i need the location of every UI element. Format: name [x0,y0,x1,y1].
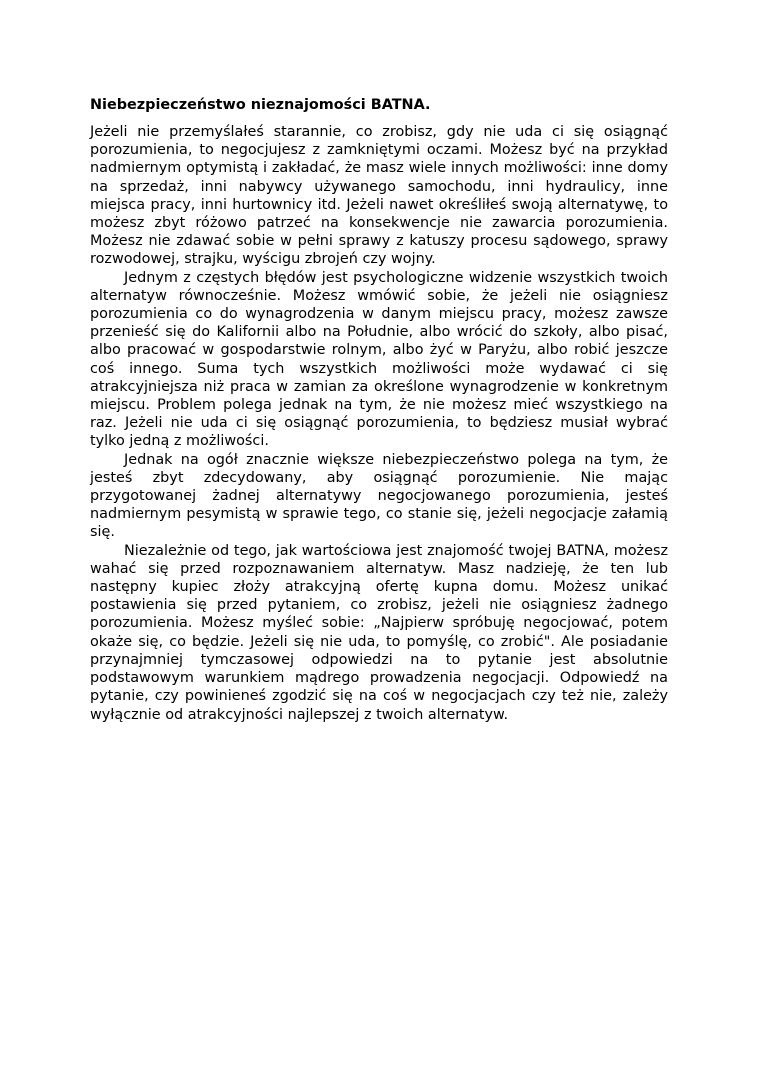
document-title: Niebezpieczeństwo nieznajomości BATNA. [90,97,431,113]
paragraph-1: Jeżeli nie przemyślałeś starannie, co zrobisz, gdy nie uda ci się osiągnąć porozumienia, to negocjujesz z zamkniętymi oczami. Możesz być na przykład nadmiernym optymistą i zakładać, że masz wiele innych możliwości: inne domy na sprzedaż, inni nabywcy używanego samochodu, inni hydraulicy, inne miejsca pracy, inni hurtownicy itd. Jeżeli nawet określiłeś swoją alternatywę, to możesz zbyt różowo patrzeć na konsekwencje nie zawarcia porozumienia. Możesz nie zdawać sobie w pełni sprawy z katuszy procesu sądowego, sprawy rozwodowej, strajku, wyścigu zbrojeń czy wojny. [90,124,668,268]
document-page [90,96,668,724]
paragraph-2: Jednym z częstych błędów jest psychologiczne widzenie wszystkich twoich alternatyw równocześnie. Możesz wmówić sobie, że jeżeli nie osiągniesz porozumienia co do wynagrodzenia w danym miejscu pracy, możesz zawsze przenieść się do Kalifornii albo na Południe, albo wrócić do szkoły, albo pisać, albo pracować w gospodarstwie rolnym, albo żyć w Paryżu, albo robić jeszcze coś innego. Suma tych wszystkich możliwości może wydawać ci się atrakcyjniejsza niż praca w zamian za określone wynagrodzenie w konkretnym miejscu. Problem polega jednak na tym, że nie możesz mieć wszystkiego na raz. Jeżeli nie uda ci się osiągnąć porozumienia, to będziesz musiał wybrać tylko jedną z możliwości. [90,269,668,450]
paragraph-4: Niezależnie od tego, jak wartościowa jest znajomość twojej BATNA, możesz wahać się przed rozpoznawaniem alternatyw. Masz nadzieję, że ten lub następny kupiec złoży atrakcyjną ofertę kupna domu. Możesz unikać postawienia się przed pytaniem, co zrobisz, jeżeli nie osiągniesz żadnego porozumienia. Możesz myśleć sobie: „Najpierw spróbuję negocjować, potem okaże się, co będzie. Jeżeli się nie uda, to pomyślę, co zrobić". Ale posiadanie przynajmniej tymczasowej odpowiedzi na to pytanie jest absolutnie podstawowym warunkiem mądrego prowadzenia negocjacji. Odpowiedź na pytanie, czy powinieneś zgodzić się na coś w negocjacjach czy też nie, zależy wyłącznie od atrakcyjności najlepszej z twoich alternatyw. [90,542,668,723]
paragraph-3: Jednak na ogół znacznie większe niebezpieczeństwo polega na tym, że jesteś zbyt zdecydowany, aby osiągnąć porozumienie. Nie mając przygotowanej żadnej alternatywy negocjowanego porozumienia, jesteś nadmiernym pesymistą w sprawie tego, co stanie się, jeżeli negocjacje załamią się. [90,451,668,541]
